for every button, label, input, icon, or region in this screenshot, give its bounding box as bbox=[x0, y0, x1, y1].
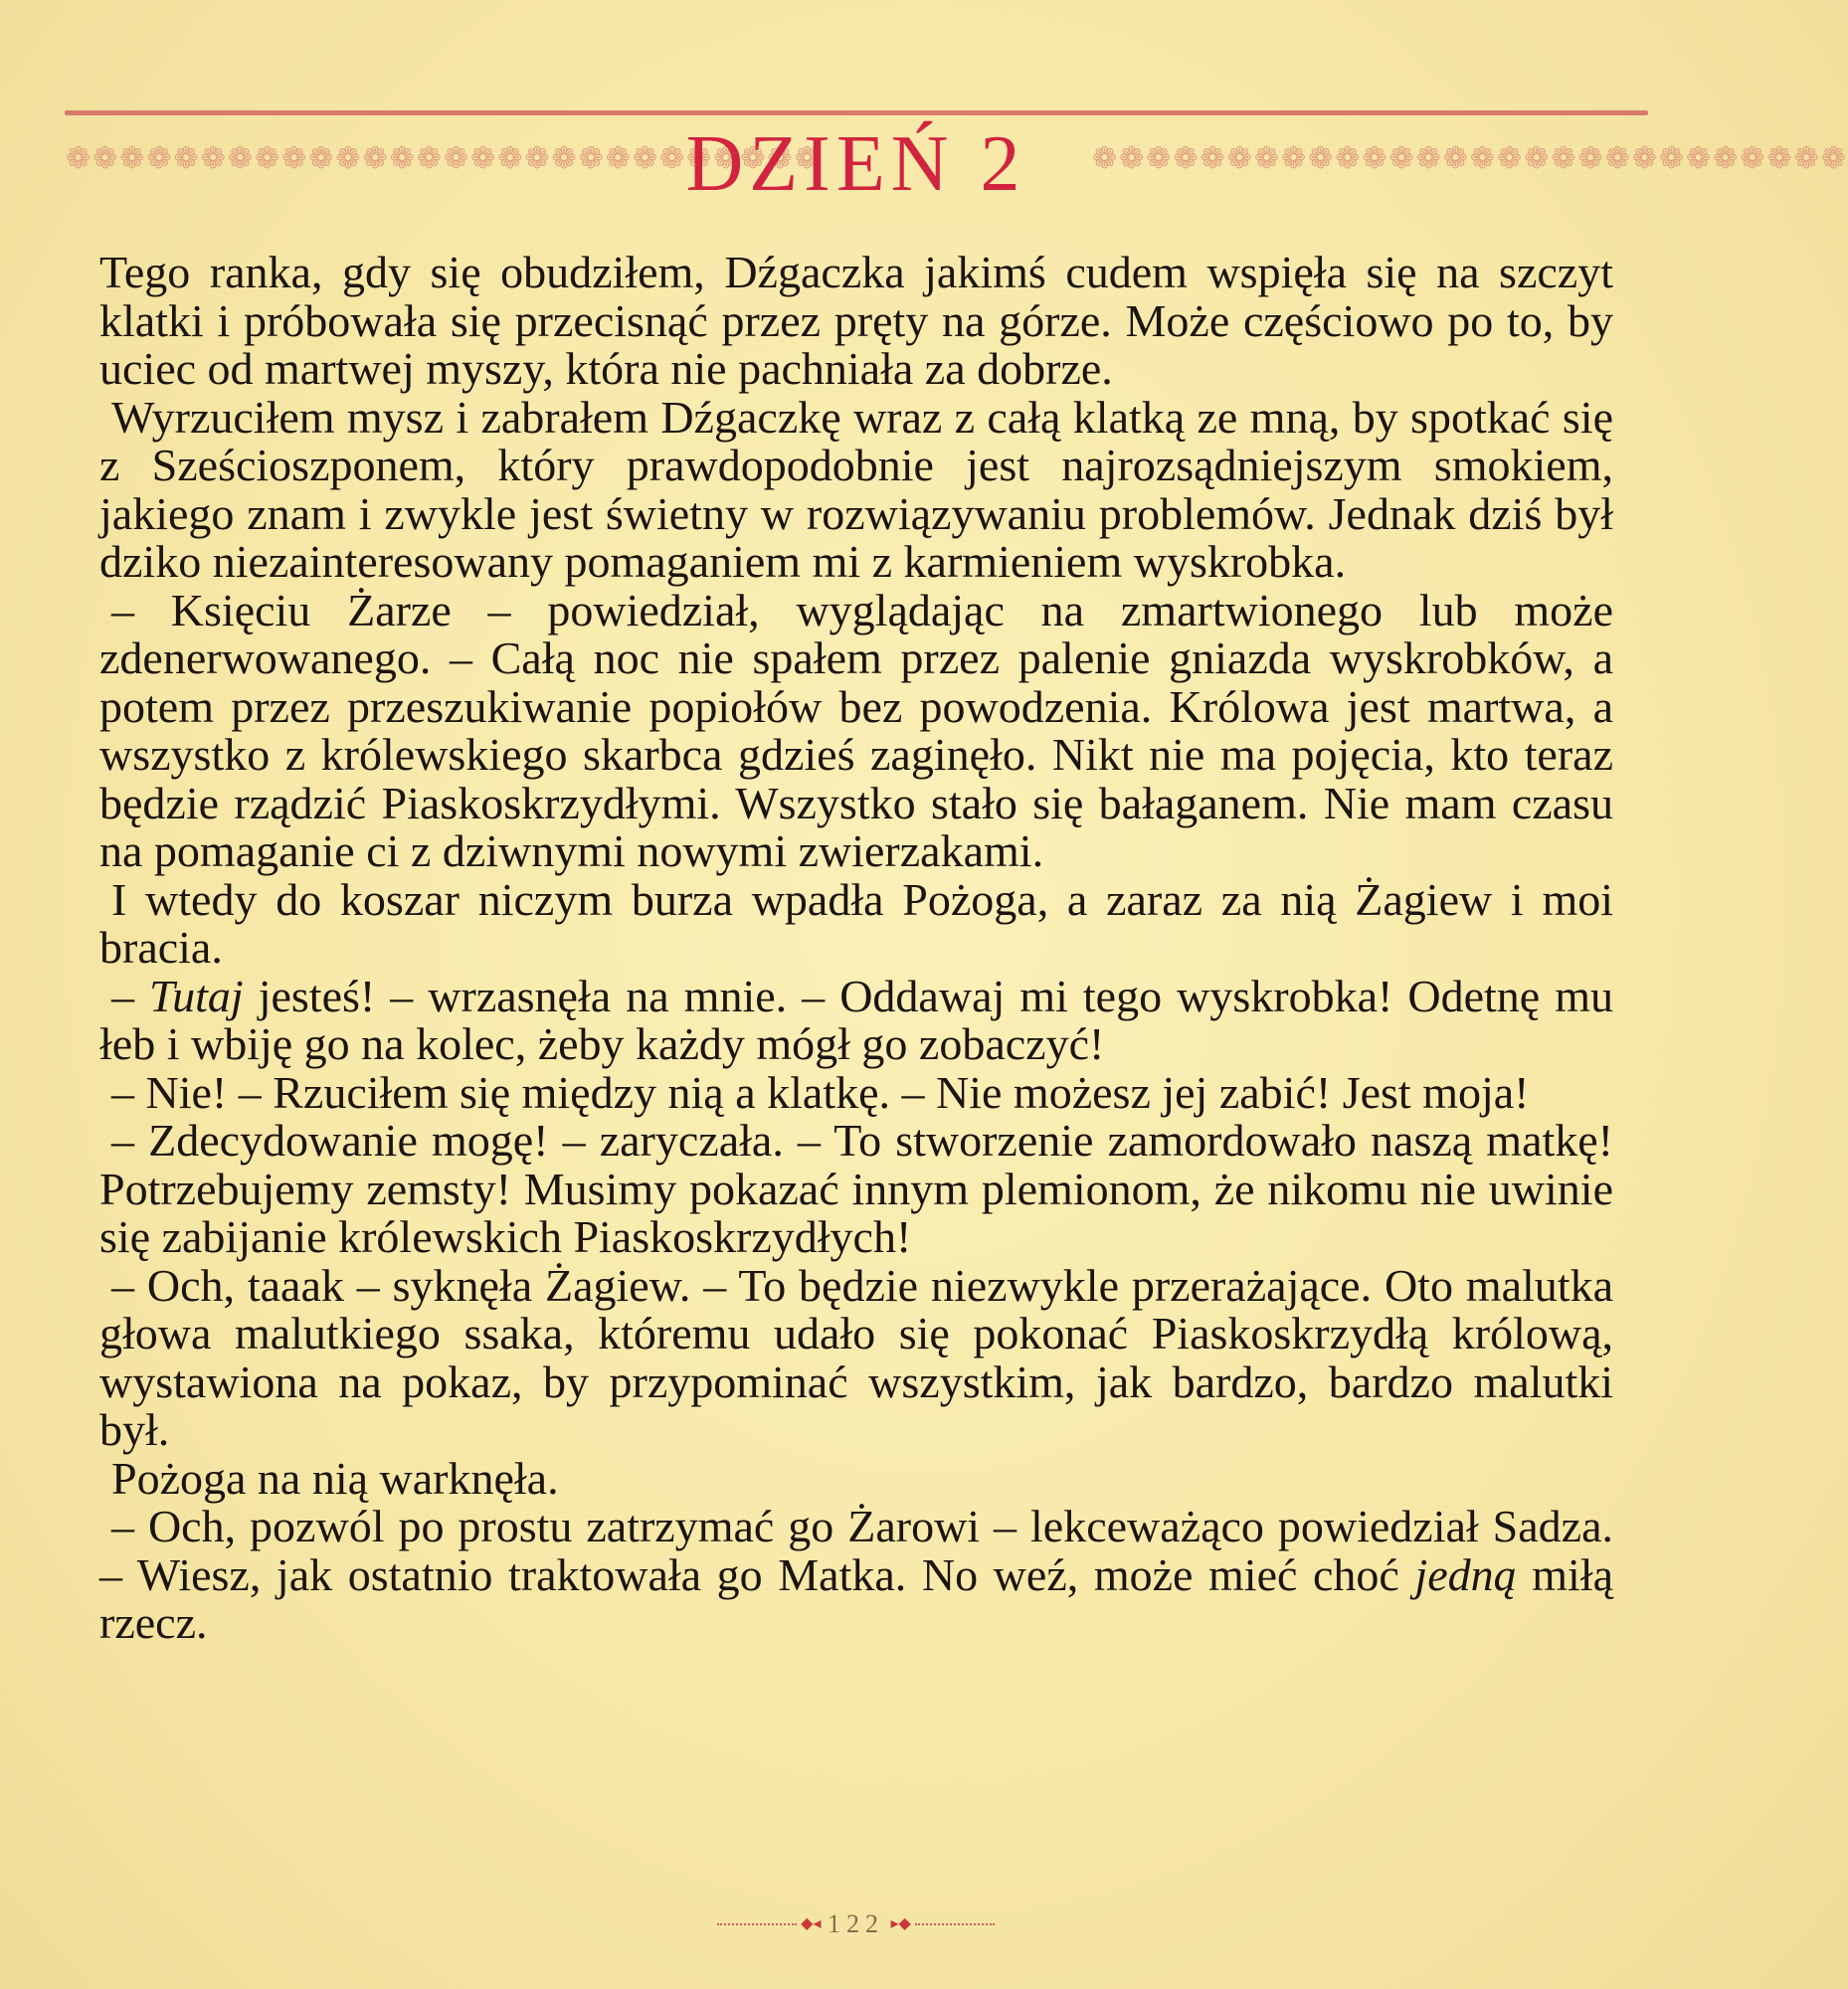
text-run: Wyrzuciłem mysz i zabrałem Dźgaczkę wraz z całą klatką ze mną, by spotkać się z Sześcioszponem, który prawdopodobnie jest najrozsądniejszym smokiem, jakiego znam i zwykle jest świetny w rozwiązywaniu problemów. Jednak dziś był dziko niezainteresowany pomaganiem mi z karmieniem wyskrobka. bbox=[99, 391, 1613, 587]
text-run: – Nie! – Rzuciłem się między nią a klatkę. – Nie możesz jej zabić! Jest moja! bbox=[111, 1066, 1530, 1118]
footer-rule-right bbox=[915, 1923, 995, 1925]
body-text bbox=[99, 249, 1613, 1648]
arrow-left-icon: ◆◂ bbox=[801, 1915, 822, 1933]
paragraph bbox=[99, 1503, 1613, 1648]
chapter-title: DZIEŃ 2 bbox=[685, 120, 1026, 208]
paragraph bbox=[99, 873, 1613, 973]
text-run: jesteś! – wrzasnęła na mnie. – Oddawaj mi tego wyskrobka! Odetnę mu łeb i wbiję go na kolec, żeby każdy mógł go zobaczyć! bbox=[99, 970, 1614, 1069]
paragraph bbox=[99, 1452, 1613, 1504]
footer-rule-left bbox=[717, 1923, 797, 1925]
page-number: 122 bbox=[828, 1909, 884, 1939]
text-run: Pożoga na nią warknęła. bbox=[111, 1452, 559, 1504]
italic-run: Tutaj bbox=[149, 970, 244, 1021]
ornament-band-right: ❁❁❁❁❁❁❁❁❁❁❁❁❁❁❁❁❁❁❁❁❁❁❁❁❁❁❁❁ bbox=[1092, 141, 1848, 176]
text-run: I wtedy do koszar niczym burza wpadła Pożoga, a zaraz za nią Żagiew i moi bracia. bbox=[99, 873, 1613, 973]
text-run: Tego ranka, gdy się obudziłem, Dźgaczka jakimś cudem wspięła się na szczyt klatki i próbowała się przecisnąć przez pręty na górze. Może częściowo po to, by uciec od martwej myszy, która nie pachniała za dobrze. bbox=[99, 247, 1613, 394]
italic-run: jedną bbox=[1414, 1548, 1517, 1600]
paragraph bbox=[99, 391, 1613, 587]
text-run: – Och, taaak – syknęła Żagiew. – To będzie niezwykle przerażające. Oto malutka głowa malutkiego ssaka, któremu udało się pokonać Piaskoskrzydłą królową, wystawiona na pokaz, by przypominać wszystkim, jak bardzo, bardzo malutki był. bbox=[99, 1259, 1613, 1455]
paragraph bbox=[99, 1066, 1613, 1118]
text-run: – bbox=[111, 970, 150, 1021]
paragraph bbox=[99, 1259, 1613, 1455]
text-run: – Zdecydowanie mogę! – zaryczała. – To stworzenie zamordowało naszą matkę! Potrzebujemy zemsty! Musimy pokazać innym plemionom, że nikomu nie uwinie się zabijanie królewskich Piaskoskrzydłych! bbox=[99, 1115, 1613, 1262]
text-run: miłą rzecz. bbox=[99, 1548, 1613, 1648]
paragraph bbox=[99, 584, 1613, 876]
text-run: – Księciu Żarze – powiedział, wyglądając na zmartwionego lub może zdenerwowanego. – Całą noc nie spałem przez palenie gniazda wyskrobków, a potem przez przeszukiwanie popiołów bez powodzenia. Królowa jest martwa, a wszystko z królewskiego skarbca gdzieś zaginęło. Nikt nie ma pojęcia, kto teraz będzie rządzić Piaskoskrzydłymi. Wszystko stało się bałaganem. Nie mam czasu na pomaganie ci z dziwnymi nowymi zwierzakami. bbox=[99, 584, 1613, 876]
paragraph bbox=[99, 1117, 1613, 1262]
ornament-band-left: ❁❁❁❁❁❁❁❁❁❁❁❁❁❁❁❁❁❁❁❁❁❁❁❁❁❁❁❁ bbox=[66, 141, 822, 176]
page-number-footer bbox=[0, 1907, 1712, 1939]
paragraph bbox=[99, 970, 1614, 1069]
paragraph bbox=[99, 249, 1613, 394]
text-run: – Och, pozwól po prostu zatrzymać go Żarowi – lekceważąco powiedział Sadza. – Wiesz, jak ostatnio traktowała go Matka. No weź, może mieć choć bbox=[99, 1501, 1613, 1600]
arrow-right-icon: ▸◆ bbox=[890, 1915, 911, 1933]
